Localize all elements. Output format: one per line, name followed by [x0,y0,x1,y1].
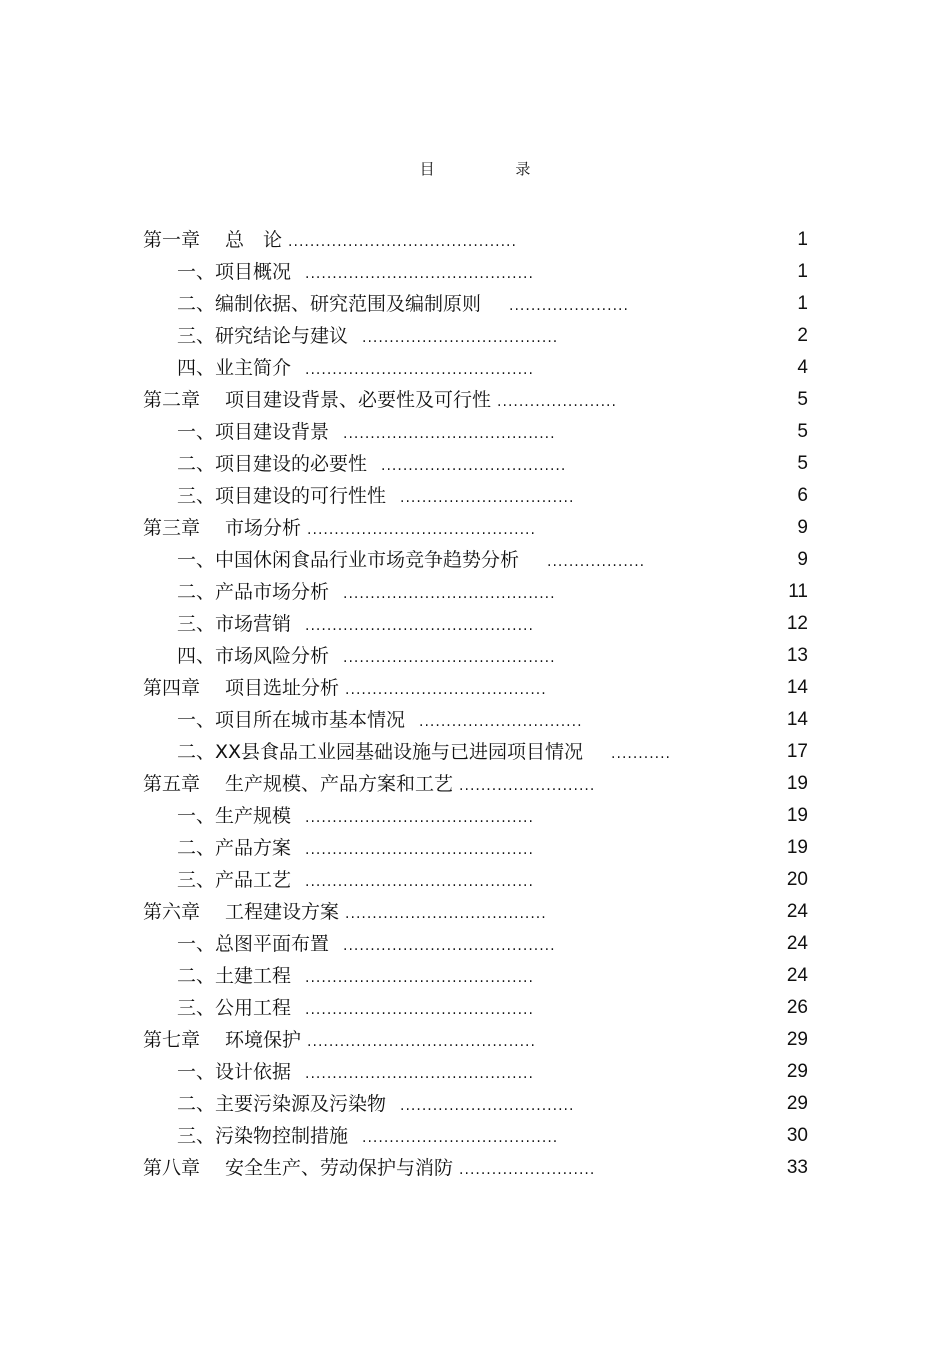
toc-dot-leader: ................................ [400,1098,575,1114]
toc-section-entry[interactable] [143,928,808,960]
toc-section-entry[interactable] [143,576,808,608]
toc-entry-label: 一、项目建设背景 [177,421,330,443]
toc-page-number: 24 [786,901,808,922]
toc-dot-leader: .................................... [362,1130,559,1146]
toc-section-entry[interactable] [143,416,808,448]
toc-dot-leader: ....................................... [343,938,556,954]
toc-entry-label: 第七章 环境保护 [143,1029,302,1051]
toc-section-entry[interactable] [143,480,808,512]
toc-page-number: 24 [786,965,808,986]
toc-dot-leader: .......................................... [305,1002,534,1018]
toc-entry-label: 二、编制依据、研究范围及编制原则 [177,293,482,315]
toc-chapter-entry[interactable] [143,896,808,928]
toc-page-number: 17 [786,741,808,762]
toc-section-entry[interactable] [143,640,808,672]
toc-entry-label: 第四章 项目选址分析 [143,677,340,699]
toc-entry-label: 一、项目概况 [177,261,292,283]
toc-chapter-entry[interactable] [143,768,808,800]
toc-page-number: 14 [786,709,808,730]
toc-page-number: 14 [786,677,808,698]
toc-section-entry[interactable] [143,608,808,640]
toc-section-entry[interactable] [143,864,808,896]
toc-dot-leader: .......................................... [305,874,534,890]
toc-entry-label: 第一章 总 论 [143,229,283,251]
toc-entry-label: 二、主要污染源及污染物 [177,1093,387,1115]
toc-dot-leader: .......................................... [305,970,534,986]
toc-section-entry[interactable] [143,992,808,1024]
toc-entry-label: 第二章 项目建设背景、必要性及可行性 [143,389,492,411]
toc-page-number: 11 [788,581,808,602]
toc-entry-label: 第五章 生产规模、产品方案和工艺 [143,773,454,795]
toc-section-entry[interactable] [143,544,808,576]
toc-page-number: 6 [797,485,808,506]
toc-entry-label: 一、生产规模 [177,805,292,827]
toc-dot-leader: .............................. [419,714,583,730]
toc-dot-leader: ...................... [497,394,617,410]
toc-section-entry[interactable] [143,960,808,992]
toc-entry-label: 四、市场风险分析 [177,645,330,667]
toc-dot-leader: ........... [611,746,671,762]
toc-entry-label: 一、设计依据 [177,1061,292,1083]
toc-page-number: 2 [797,325,808,346]
toc-entry-label: 二、土建工程 [177,965,292,987]
toc-dot-leader: ................................ [400,490,575,506]
toc-chapter-entry[interactable] [143,1152,808,1184]
toc-section-entry[interactable] [143,1088,808,1120]
toc-section-entry[interactable] [143,800,808,832]
toc-entry-label: 三、研究结论与建议 [177,325,349,347]
toc-section-entry[interactable] [143,1120,808,1152]
toc-page-number: 5 [797,453,808,474]
toc-dot-leader: ..................................... [345,906,547,922]
toc-chapter-entry[interactable] [143,672,808,704]
table-of-contents [143,224,808,1184]
toc-page-number: 19 [786,837,808,858]
toc-dot-leader: ......................... [459,1162,596,1178]
toc-dot-leader: .................................... [362,330,559,346]
toc-page-number: 4 [797,357,808,378]
toc-dot-leader: .................. [547,554,646,570]
toc-page-number: 12 [786,613,808,634]
toc-page-number: 29 [786,1093,808,1114]
toc-entry-label: 第六章 工程建设方案 [143,901,340,923]
toc-section-entry[interactable] [143,704,808,736]
toc-dot-leader: .......................................... [305,362,534,378]
toc-dot-leader: .......................................... [288,234,517,250]
toc-entry-label: 三、产品工艺 [177,869,292,891]
toc-page-number: 1 [797,293,808,314]
toc-page-number: 5 [797,421,808,442]
toc-page-number: 19 [786,773,808,794]
toc-dot-leader: .................................. [381,458,567,474]
toc-dot-leader: ..................................... [345,682,547,698]
toc-dot-leader: .......................................... [305,842,534,858]
toc-dot-leader: ......................... [459,778,596,794]
toc-page-number: 9 [797,549,808,570]
toc-entry-label: 一、项目所在城市基本情况 [177,709,406,731]
toc-dot-leader: ...................... [509,298,629,314]
toc-title: 目 录 [419,160,569,178]
toc-page-number: 20 [786,869,808,890]
toc-page-number: 19 [786,805,808,826]
toc-dot-leader: ....................................... [343,586,556,602]
toc-chapter-entry[interactable] [143,384,808,416]
toc-entry-label: 一、总图平面布置 [177,933,330,955]
toc-entry-label: 三、公用工程 [177,997,292,1019]
toc-page-number: 29 [786,1029,808,1050]
toc-entry-label: 二、XX县食品工业园基础设施与已进园项目情况 [177,741,584,763]
toc-section-entry[interactable] [143,736,808,768]
toc-entry-label: 三、市场营销 [177,613,292,635]
toc-dot-leader: .......................................... [307,1034,536,1050]
toc-dot-leader: .......................................... [305,266,534,282]
toc-entry-label: 第八章 安全生产、劳动保护与消防 [143,1157,454,1179]
toc-entry-label: 四、业主简介 [177,357,292,379]
toc-entry-label: 三、项目建设的可行性性 [177,485,387,507]
toc-dot-leader: .......................................... [305,618,534,634]
toc-entry-label: 三、污染物控制措施 [177,1125,349,1147]
toc-dot-leader: .......................................... [305,810,534,826]
toc-entry-label: 二、产品方案 [177,837,292,859]
toc-dot-leader: .......................................... [305,1066,534,1082]
toc-chapter-entry[interactable] [143,512,808,544]
toc-section-entry[interactable] [143,352,808,384]
toc-dot-leader: .......................................... [307,522,536,538]
toc-page-number: 26 [786,997,808,1018]
toc-page-number: 13 [786,645,808,666]
toc-chapter-entry[interactable] [143,1024,808,1056]
toc-section-entry[interactable] [143,1056,808,1088]
toc-page-number: 24 [786,933,808,954]
toc-page-number: 33 [786,1157,808,1178]
toc-dot-leader: ....................................... [343,650,556,666]
toc-entry-label: 二、产品市场分析 [177,581,330,603]
toc-section-entry[interactable] [143,288,808,320]
toc-page-number: 30 [786,1125,808,1146]
toc-section-entry[interactable] [143,832,808,864]
toc-entry-label: 一、中国休闲食品行业市场竞争趋势分析 [177,549,520,571]
toc-page-number: 1 [797,261,808,282]
toc-entry-label: 二、项目建设的必要性 [177,453,368,475]
toc-entry-label: 第三章 市场分析 [143,517,302,539]
toc-chapter-entry[interactable] [143,224,808,256]
toc-page-number: 9 [797,517,808,538]
toc-page-number: 1 [797,229,808,250]
toc-section-entry[interactable] [143,320,808,352]
toc-page-number: 5 [797,389,808,410]
toc-section-entry[interactable] [143,256,808,288]
toc-section-entry[interactable] [143,448,808,480]
toc-dot-leader: ....................................... [343,426,556,442]
toc-page-number: 29 [786,1061,808,1082]
